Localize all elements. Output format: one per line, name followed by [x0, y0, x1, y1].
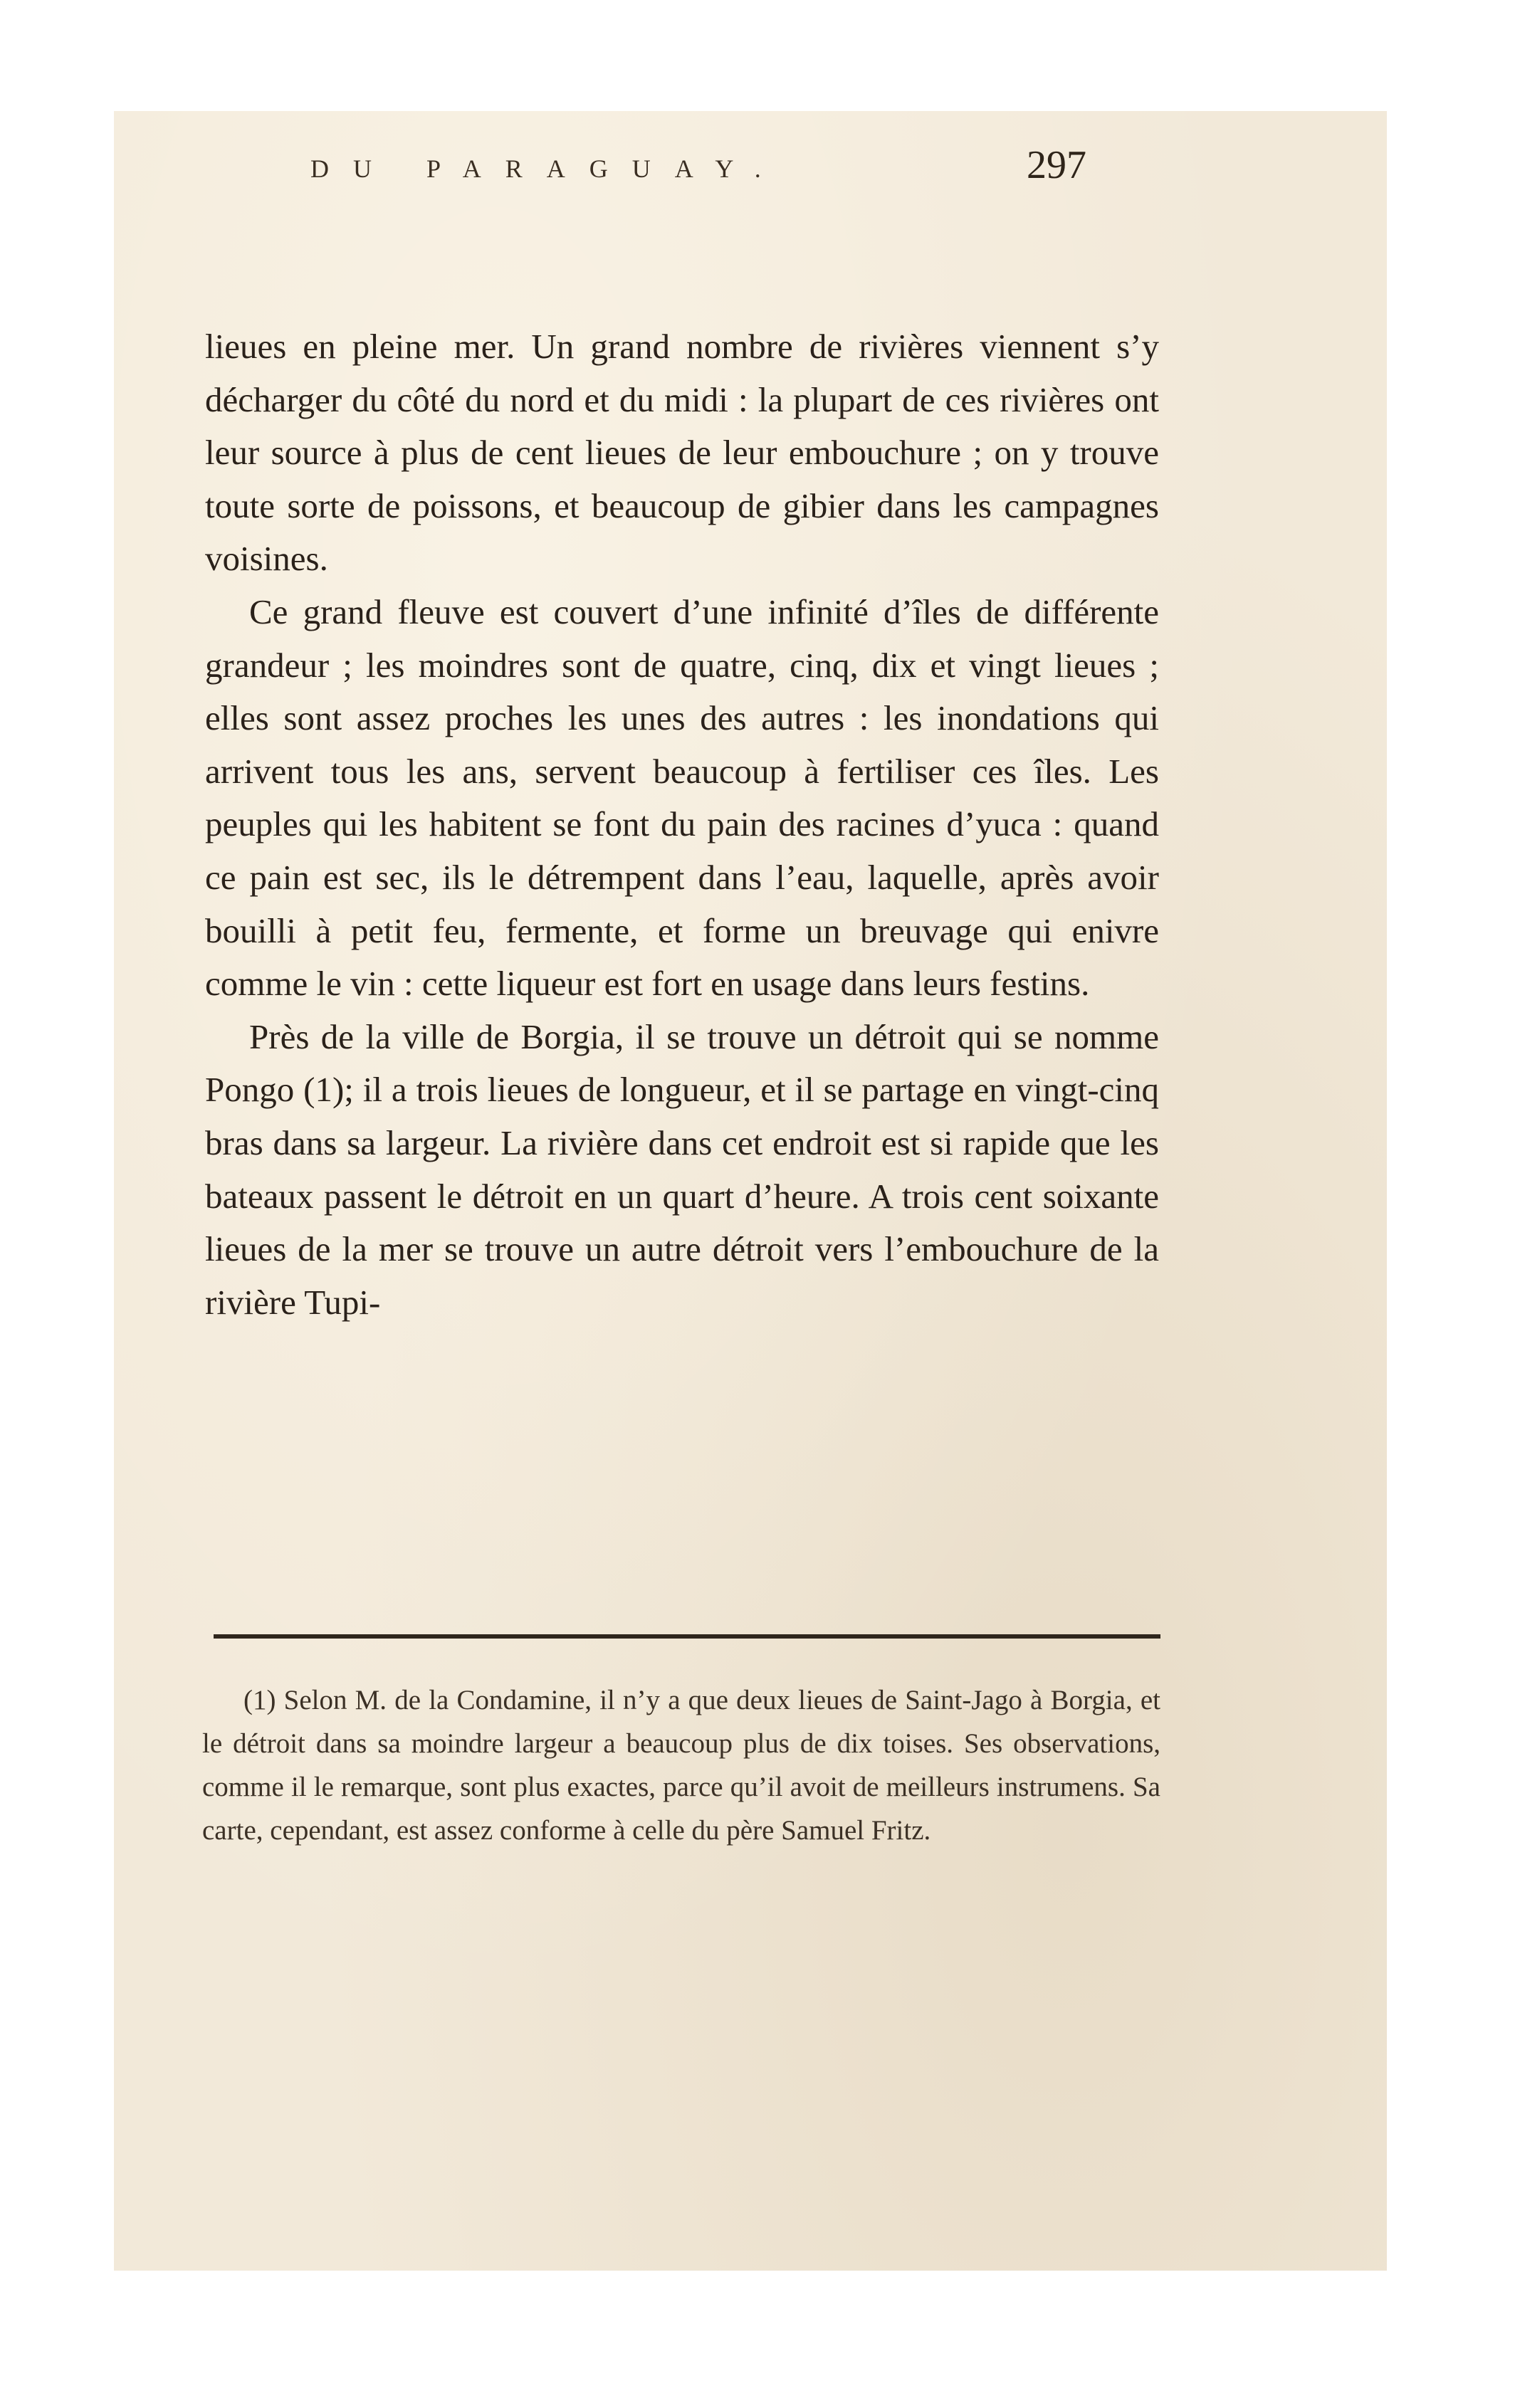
footnote-text: (1) Selon M. de la Condamine, il n’y a que deux lieues de Saint-Jago à Borgia, et le détroit dans sa moindre largeur a beaucoup plus de dix toises. Ses observations, comme il le remarque, sont plus exactes, parce qu’il avoit de meilleurs instrumens. Sa carte, cependant, est assez conforme à celle du père Samuel Fritz. [202, 1685, 1160, 1846]
page-number: 297 [1027, 143, 1086, 187]
running-title: DU PARAGUAY. [310, 154, 785, 183]
body-text [205, 320, 1159, 1329]
paragraph: Près de la ville de Borgia, il se trouve un détroit qui se nomme Pongo (1); il a trois lieues de longueur, et il se partage en vingt-cinq bras dans sa largeur. La rivière dans cet endroit est si rapide que les bateaux passent le détroit en un quart d’heure. A trois cent soixante lieues de la mer se trouve un autre détroit vers l’embouchure de la rivière Tupi- [205, 1016, 1159, 1322]
paragraph: lieues en pleine mer. Un grand nombre de rivières viennent s’y décharger du côté du nord et du midi : la plupart de ces rivières ont leur source à plus de cent lieues de leur embouchure ; on y trouve toute sorte de poissons, et beaucoup de gibier dans les campagnes voisines. [205, 327, 1159, 579]
running-head [310, 140, 1165, 196]
footnote [202, 1678, 1160, 1852]
footnote-rule [214, 1634, 1160, 1639]
paragraph: Ce grand fleuve est couvert d’une infinité d’îles de différente grandeur ; les moindres sont de quatre, cinq, dix et vingt lieues ; elles sont assez proches les unes des autres : les inondations qui arrivent tous les ans, servent beaucoup à fertiliser ces îles. Les peuples qui les habitent se font du pain des racines d’yuca : quand ce pain est sec, ils le détrempent dans l’eau, laquelle, après avoir bouilli à petit feu, fermente, et forme un breuvage qui enivre comme le vin : cette liqueur est fort en usage dans leurs festins. [205, 592, 1159, 1004]
